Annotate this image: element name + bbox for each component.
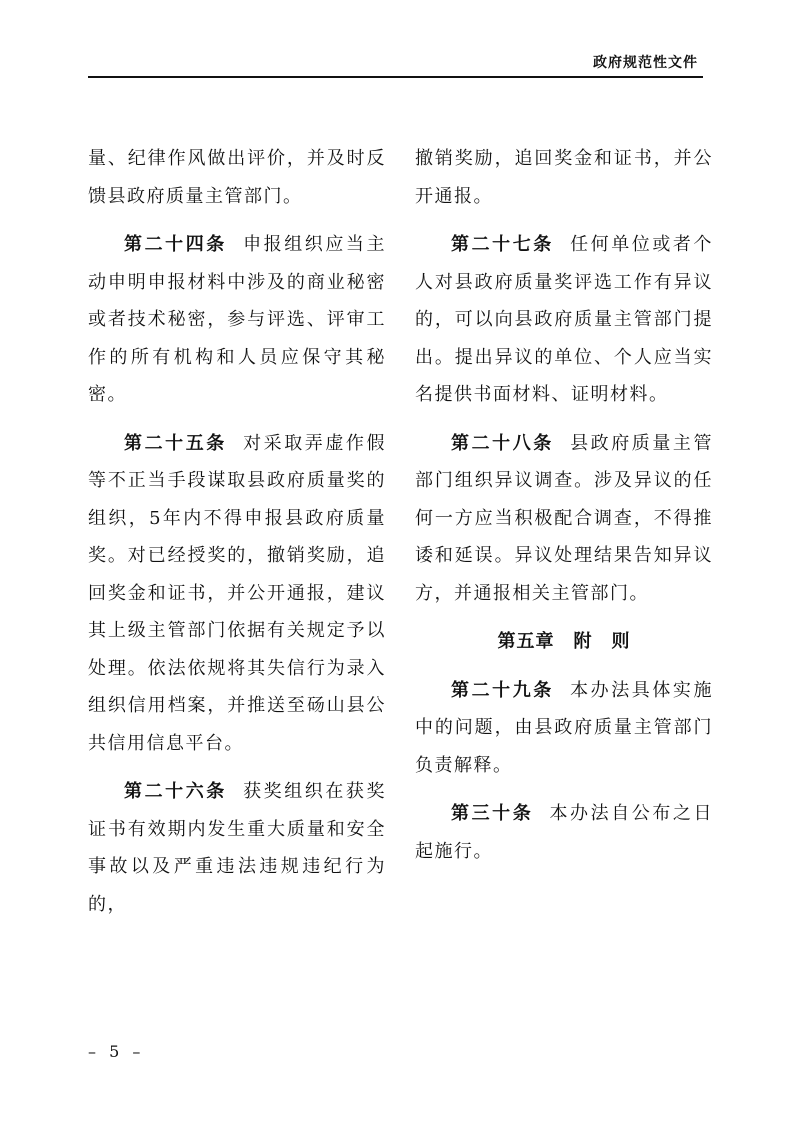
page-number: – 5 –	[88, 1042, 145, 1061]
document-category-label: 政府规范性文件	[593, 55, 698, 71]
right-column	[415, 140, 713, 881]
paragraph-text: 量、纪律作风做出评价，并及时反馈县政府质量主管部门。	[88, 148, 386, 207]
left-column	[88, 140, 386, 934]
article-label: 第二十四条	[124, 234, 227, 255]
article-text: 对采取弄虚作假等不正当手段谋取县政府质量奖的组织，5年内不得申报县政府质量奖。对已经授奖的，撤销奖励，追回奖金和证书，并公开通报，建议其上级主管部门依据有关规定予以处理。依法依规将其失信行为录入组织信用档案，并推送至砀山县公共信用信息平台。	[88, 432, 387, 754]
continuation-paragraph	[88, 140, 386, 215]
article-30	[415, 795, 713, 870]
article-text: 本办法自公布之日起施行。	[415, 803, 714, 862]
continuation-paragraph	[415, 140, 713, 215]
article-label: 第二十七条	[451, 234, 554, 255]
article-text: 获奖组织在获奖证书有效期内发生重大质量和安全事故以及严重违法违规违纪行为的，	[88, 781, 387, 915]
header-divider	[88, 76, 703, 78]
article-26	[88, 773, 386, 923]
article-label: 第二十九条	[451, 679, 554, 701]
article-24	[88, 226, 386, 414]
chapter-heading: 第五章 附 则	[497, 631, 631, 652]
article-label: 第三十条	[451, 803, 534, 824]
article-text: 县政府质量主管部门组织异议调查。涉及异议的任何一方应当积极配合调查，不得推诿和延误。异议处理结果告知异议方，并通报相关主管部门。	[415, 432, 714, 604]
article-text: 申报组织应当主动申明申报材料中涉及的商业秘密或者技术秘密，参与评选、评审工作的所有机构和人员应保守其秘密。	[88, 234, 387, 405]
article-label: 第二十六条	[124, 781, 227, 802]
paragraph-text: 撤销奖励，追回奖金和证书，并公开通报。	[415, 148, 713, 207]
article-27	[415, 226, 713, 414]
article-25	[88, 425, 386, 763]
article-text: 本办法具体实施中的问题，由县政府质量主管部门负责解释。	[415, 679, 714, 776]
article-28	[415, 425, 713, 613]
article-label: 第二十五条	[124, 432, 227, 454]
article-label: 第二十八条	[451, 432, 554, 454]
article-29	[415, 672, 713, 785]
article-text: 任何单位或者个人对县政府质量奖评选工作有异议的，可以向县政府质量主管部门提出。提出异议的单位、个人应当实名提供书面材料、证明材料。	[415, 234, 714, 405]
